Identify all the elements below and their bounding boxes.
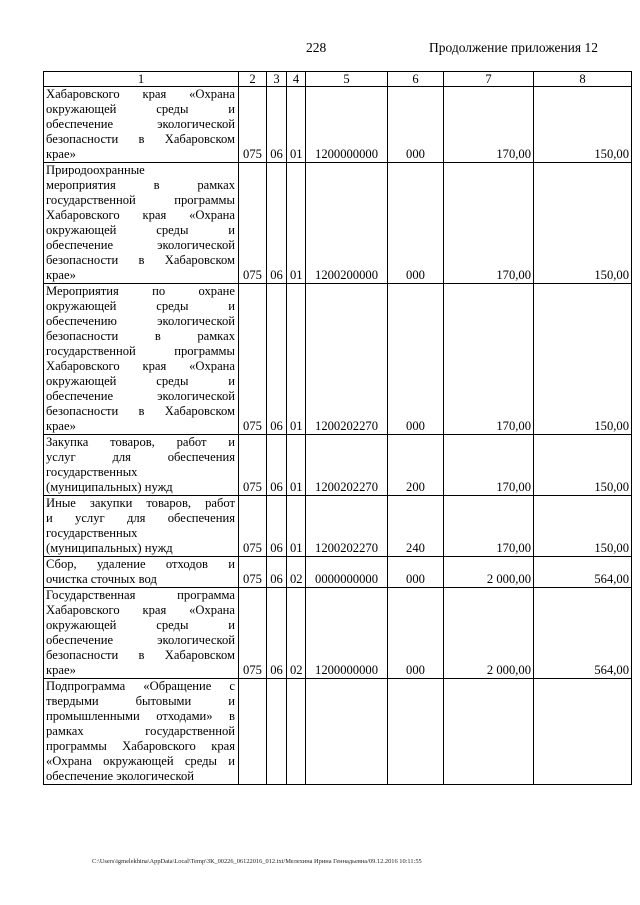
amount-cell: 150,00 bbox=[534, 284, 632, 435]
row-name-line: мероприятия в рамках bbox=[46, 178, 235, 192]
column-header: 2 bbox=[239, 72, 267, 87]
subsection-cell: 01 bbox=[287, 87, 306, 163]
row-name-line: обеспечение экологической bbox=[46, 117, 235, 131]
expense-type-cell: 000 bbox=[388, 284, 444, 435]
row-name-line: Хабаровского края «Охрана bbox=[46, 359, 235, 373]
target-article-cell: 0000000000 bbox=[306, 557, 388, 588]
amount-cell: 2 000,00 bbox=[444, 588, 534, 679]
subsection-cell bbox=[287, 679, 306, 785]
target-article-cell: 1200202270 bbox=[306, 496, 388, 557]
table-row bbox=[44, 557, 632, 588]
row-name-line: Государственная программа bbox=[46, 588, 235, 602]
row-name-line: (муниципальных) нужд bbox=[46, 541, 173, 555]
row-name-line: окружающей среды и bbox=[46, 618, 235, 632]
row-name-line: Сбор, удаление отходов и bbox=[46, 557, 235, 571]
amount-cell bbox=[444, 679, 534, 785]
row-name-cell bbox=[44, 163, 239, 284]
row-name-line: крае» bbox=[46, 268, 76, 282]
subsection-cell: 01 bbox=[287, 435, 306, 496]
row-name-line: окружающей среды и bbox=[46, 299, 235, 313]
footer-path: C:\Users\igmelekhina\AppData\Local\Temp\ЗК_00226_06122016_012.txt/Мелехина Ирина Геннадьевна/09.12.2016 10:11:55 bbox=[92, 858, 422, 865]
expense-type-cell: 000 bbox=[388, 557, 444, 588]
amount-cell: 170,00 bbox=[444, 87, 534, 163]
amount-cell: 170,00 bbox=[444, 496, 534, 557]
row-name-line: Закупка товаров, работ и bbox=[46, 435, 235, 449]
row-name-line: Подпрограмма «Обращение с bbox=[46, 679, 235, 693]
amount-cell: 170,00 bbox=[444, 163, 534, 284]
subsection-cell: 01 bbox=[287, 284, 306, 435]
table-row bbox=[44, 163, 632, 284]
row-name-line: промышленными отходами» в bbox=[46, 709, 235, 723]
row-name-line: государственной программы bbox=[46, 344, 235, 358]
table-row bbox=[44, 87, 632, 163]
amount-cell: 150,00 bbox=[534, 435, 632, 496]
expense-type-cell: 000 bbox=[388, 163, 444, 284]
expense-type-cell: 000 bbox=[388, 87, 444, 163]
row-name-line: Хабаровского края «Охрана bbox=[46, 208, 235, 222]
column-header: 8 bbox=[534, 72, 632, 87]
row-name-cell bbox=[44, 679, 239, 785]
row-name-line: и услуг для обеспечения bbox=[46, 511, 235, 525]
amount-cell: 170,00 bbox=[444, 435, 534, 496]
row-name-line: безопасности в рамках bbox=[46, 329, 235, 343]
section-cell: 06 bbox=[267, 435, 287, 496]
row-name-line: безопасности в Хабаровском bbox=[46, 648, 235, 662]
row-name-line: крае» bbox=[46, 147, 76, 161]
row-name-line: окружающей среды и bbox=[46, 223, 235, 237]
row-name-line: программы Хабаровского края bbox=[46, 739, 235, 753]
column-header: 6 bbox=[388, 72, 444, 87]
row-name-line: услуг для обеспечения bbox=[46, 450, 235, 464]
budget-table bbox=[43, 71, 632, 785]
section-cell: 06 bbox=[267, 496, 287, 557]
row-name-line: (муниципальных) нужд bbox=[46, 480, 173, 494]
page-number: 228 bbox=[306, 40, 327, 55]
target-article-cell: 1200000000 bbox=[306, 87, 388, 163]
column-header: 1 bbox=[44, 72, 239, 87]
amount-cell: 150,00 bbox=[534, 496, 632, 557]
row-name-line: обеспечение экологической bbox=[46, 389, 235, 403]
admin-code-cell: 075 bbox=[239, 496, 267, 557]
subsection-cell: 02 bbox=[287, 588, 306, 679]
column-header: 5 bbox=[306, 72, 388, 87]
table-row bbox=[44, 496, 632, 557]
row-name-line: обеспечение экологической bbox=[46, 769, 195, 783]
subsection-cell: 01 bbox=[287, 163, 306, 284]
subsection-cell: 01 bbox=[287, 496, 306, 557]
target-article-cell bbox=[306, 679, 388, 785]
admin-code-cell: 075 bbox=[239, 163, 267, 284]
expense-type-cell: 200 bbox=[388, 435, 444, 496]
target-article-cell: 1200202270 bbox=[306, 435, 388, 496]
row-name-cell bbox=[44, 284, 239, 435]
row-name-line: Мероприятия по охране bbox=[46, 284, 235, 298]
amount-cell: 150,00 bbox=[534, 87, 632, 163]
row-name-line: Хабаровского края «Охрана bbox=[46, 87, 235, 101]
row-name-line: безопасности в Хабаровском bbox=[46, 404, 235, 418]
row-name-line: крае» bbox=[46, 419, 76, 433]
row-name-cell bbox=[44, 87, 239, 163]
amount-cell: 564,00 bbox=[534, 588, 632, 679]
section-cell: 06 bbox=[267, 87, 287, 163]
amount-cell: 2 000,00 bbox=[444, 557, 534, 588]
row-name-line: Природоохранные bbox=[46, 163, 145, 177]
row-name-line: рамках государственной bbox=[46, 724, 235, 738]
section-cell: 06 bbox=[267, 163, 287, 284]
appendix-caption: Продолжение приложения 12 bbox=[428, 40, 598, 55]
amount-cell: 564,00 bbox=[534, 557, 632, 588]
admin-code-cell: 075 bbox=[239, 435, 267, 496]
row-name-line: окружающей среды и bbox=[46, 374, 235, 388]
section-cell: 06 bbox=[267, 284, 287, 435]
column-header: 4 bbox=[287, 72, 306, 87]
row-name-line: государственных bbox=[46, 526, 138, 540]
admin-code-cell bbox=[239, 679, 267, 785]
row-name-line: государственных bbox=[46, 465, 138, 479]
target-article-cell: 1200200000 bbox=[306, 163, 388, 284]
table-row bbox=[44, 284, 632, 435]
amount-cell: 170,00 bbox=[444, 284, 534, 435]
admin-code-cell: 075 bbox=[239, 588, 267, 679]
subsection-cell: 02 bbox=[287, 557, 306, 588]
target-article-cell: 1200202270 bbox=[306, 284, 388, 435]
admin-code-cell: 075 bbox=[239, 284, 267, 435]
row-name-cell bbox=[44, 557, 239, 588]
column-header: 3 bbox=[267, 72, 287, 87]
table-row bbox=[44, 679, 632, 785]
row-name-line: безопасности в Хабаровском bbox=[46, 253, 235, 267]
row-name-line: обеспечение экологической bbox=[46, 633, 235, 647]
section-cell: 06 bbox=[267, 588, 287, 679]
section-cell: 06 bbox=[267, 557, 287, 588]
row-name-cell bbox=[44, 435, 239, 496]
row-name-cell bbox=[44, 496, 239, 557]
row-name-line: обеспечение экологической bbox=[46, 238, 235, 252]
expense-type-cell: 240 bbox=[388, 496, 444, 557]
column-header: 7 bbox=[444, 72, 534, 87]
section-cell bbox=[267, 679, 287, 785]
row-name-line: твердыми бытовыми и bbox=[46, 694, 235, 708]
target-article-cell: 1200000000 bbox=[306, 588, 388, 679]
table-header-row bbox=[44, 72, 632, 87]
amount-cell: 150,00 bbox=[534, 163, 632, 284]
row-name-line: Хабаровского края «Охрана bbox=[46, 603, 235, 617]
row-name-line: безопасности в Хабаровском bbox=[46, 132, 235, 146]
row-name-line: Иные закупки товаров, работ bbox=[46, 496, 235, 510]
row-name-line: окружающей среды и bbox=[46, 102, 235, 116]
table-row bbox=[44, 435, 632, 496]
table-row bbox=[44, 588, 632, 679]
amount-cell bbox=[534, 679, 632, 785]
admin-code-cell: 075 bbox=[239, 87, 267, 163]
row-name-line: очистка сточных вод bbox=[46, 572, 157, 586]
row-name-cell bbox=[44, 588, 239, 679]
row-name-line: крае» bbox=[46, 663, 76, 677]
row-name-line: «Охрана окружающей среды и bbox=[46, 754, 235, 768]
expense-type-cell bbox=[388, 679, 444, 785]
row-name-line: государственной программы bbox=[46, 193, 235, 207]
row-name-line: обеспечению экологической bbox=[46, 314, 235, 328]
expense-type-cell: 000 bbox=[388, 588, 444, 679]
admin-code-cell: 075 bbox=[239, 557, 267, 588]
